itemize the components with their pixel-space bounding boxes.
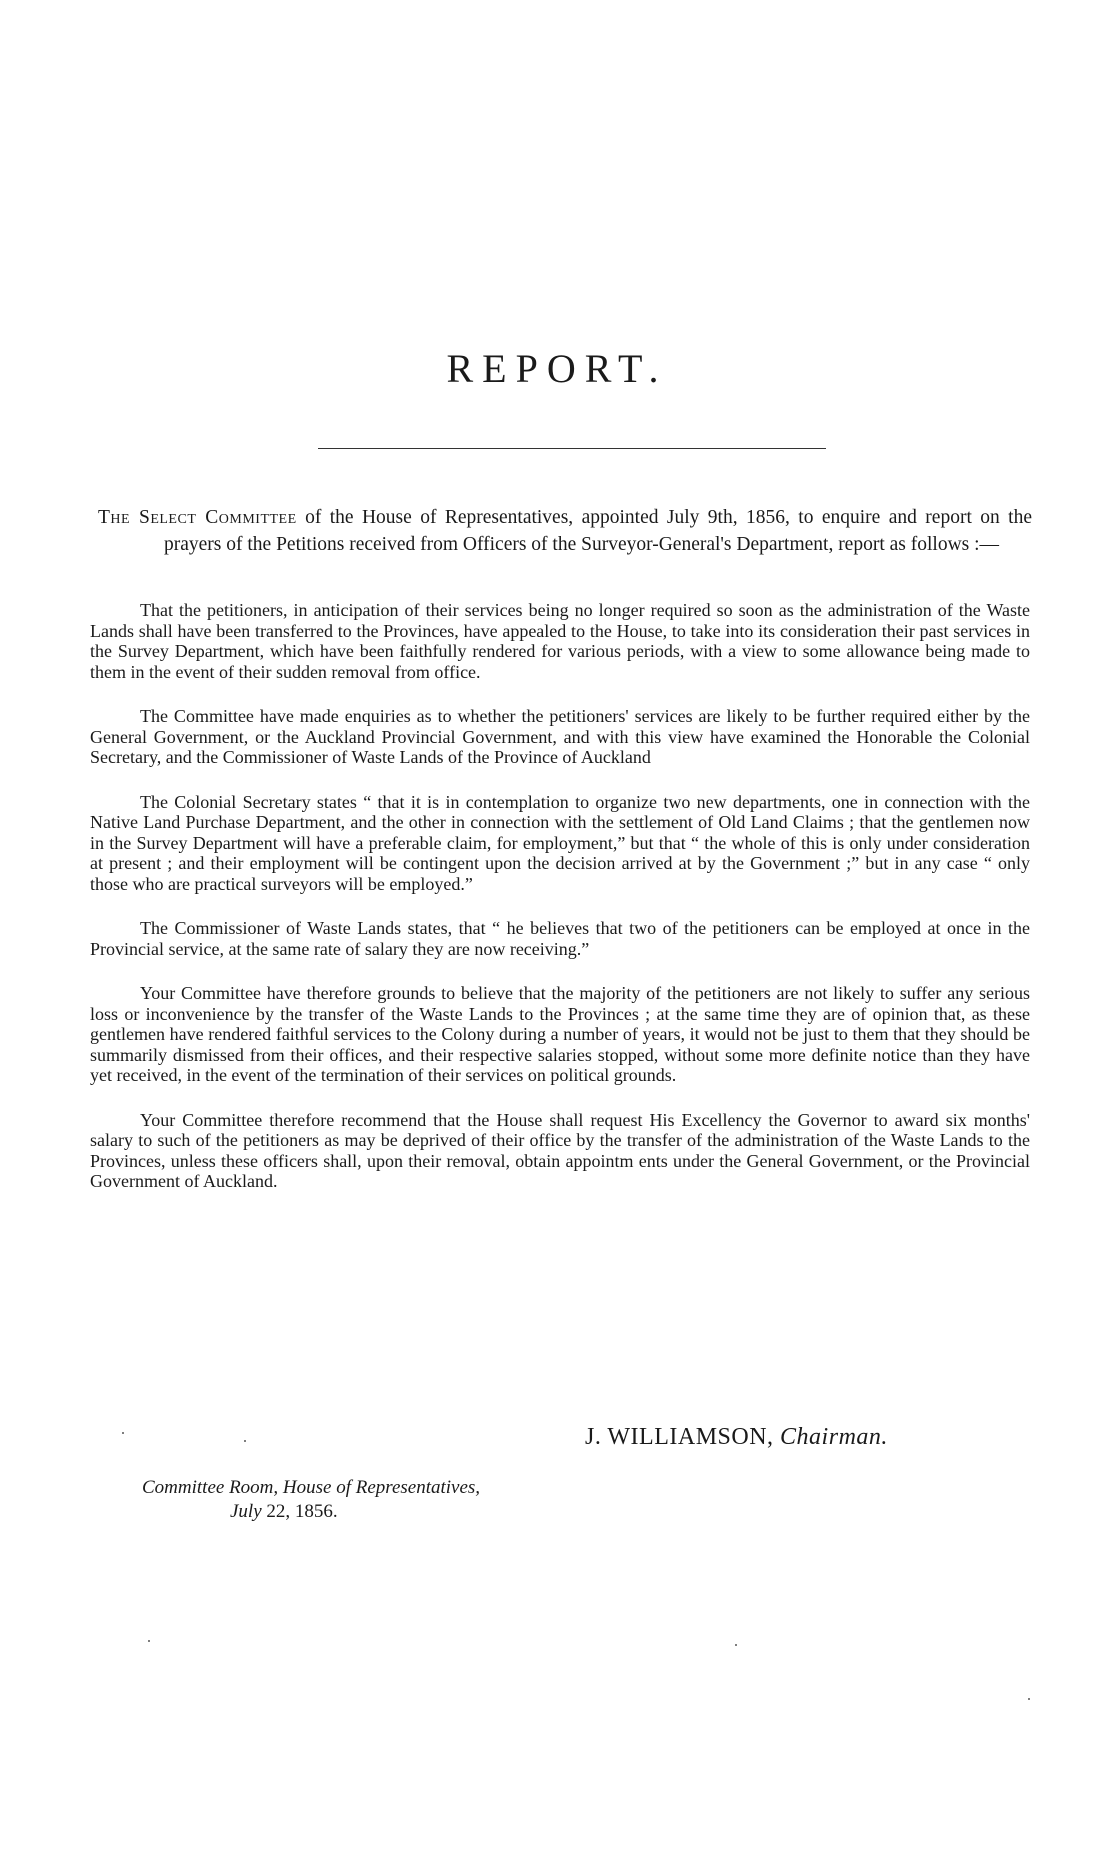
intro-paragraph	[98, 504, 1032, 558]
place-line: Committee Room, House of Representatives,	[142, 1477, 481, 1498]
stray-mark	[1028, 1698, 1030, 1700]
paragraph-commissioner: The Commissioner of Waste Lands states, that “ he believes that two of the petitioners can be employed at once in the Provincial service, at the same rate of salary they are now receiving.”	[90, 918, 1030, 959]
intro-lead: The Select Committee	[98, 507, 297, 528]
intro-rest: of the House of Representatives, appointed July 9th, 1856, to enquire and report on the prayers of the Petitions received from Officers of the Surveyor-General's Department, report as follows :—	[164, 507, 1032, 555]
paragraph-petitioners: That the petitioners, in anticipation of their services being no longer required so soon as the administration of the Waste Lands shall have been transferred to the Provinces, have appealed to the House, to take into its consideration their past services in the Survey Department, which have been faithfully rendered for various periods, with a view to some allowance being made to them in the event of their sudden removal from office.	[90, 600, 1030, 682]
stray-mark	[122, 1432, 124, 1434]
stray-mark	[244, 1440, 246, 1442]
title-divider	[318, 448, 826, 449]
paragraph-recommendation: Your Committee therefore recommend that the House shall request His Excellency the Governor to award six months' salary to such of the petitioners as may be deprived of their office by the transfer of the administration of the Waste Lands to the Provinces, unless these officers shall, upon their removal, obtain appointm ents under the General Government, or the Provincial Government of Auckland.	[90, 1109, 1030, 1191]
paragraph-colonial-secretary: The Colonial Secretary states “ that it is in contemplation to organize two new departments, one in connection with the Native Land Purchase Department, and the other in connection with the settlement of Old Land Claims ; that the gentlemen now in the Survey Department will have a preferable claim, for employment,” but that “ the whole of this is only under consideration at present ; and their employment will be contingent upon the decision arrived at by the Government ;” but in any case “ only those who are practical surveyors will be employed.”	[90, 791, 1030, 894]
stray-mark	[148, 1640, 150, 1642]
report-title: REPORT.	[446, 346, 668, 391]
signatory-role: Chairman.	[780, 1424, 888, 1450]
date-rest: 22, 1856.	[261, 1501, 338, 1522]
signature-block	[585, 1424, 888, 1451]
paragraph-committee-belief: Your Committee have therefore grounds to believe that the majority of the petitioners are not likely to suffer any serious loss or inconvenience by the transfer of the Waste Lands to the Provinces ; at the same time they are of opinion that, as these gentlemen have rendered faithful services to the Colony during a number of years, it would not be just to them that they should be summarily dismissed from their offices, and their respective salaries stopped, without some more definite notice than they have yet received, in the event of the termination of their services on political grounds.	[90, 983, 1030, 1085]
signatory-name: J. WILLIAMSON,	[585, 1424, 774, 1450]
place-date-block	[142, 1476, 480, 1524]
paragraph-enquiries: The Committee have made enquiries as to whether the petitioners' services are likely to be further required either by the General Government, or the Auckland Provincial Government, and with this view have examined the Honorable the Colonial Secretary, and the Commissioner of Waste Lands of the Province of Auckland	[90, 706, 1030, 767]
report-body	[90, 600, 1030, 1216]
intro-text	[98, 504, 1032, 558]
stray-mark	[735, 1644, 737, 1646]
date-line	[142, 1500, 480, 1524]
date-month: July	[230, 1501, 262, 1522]
